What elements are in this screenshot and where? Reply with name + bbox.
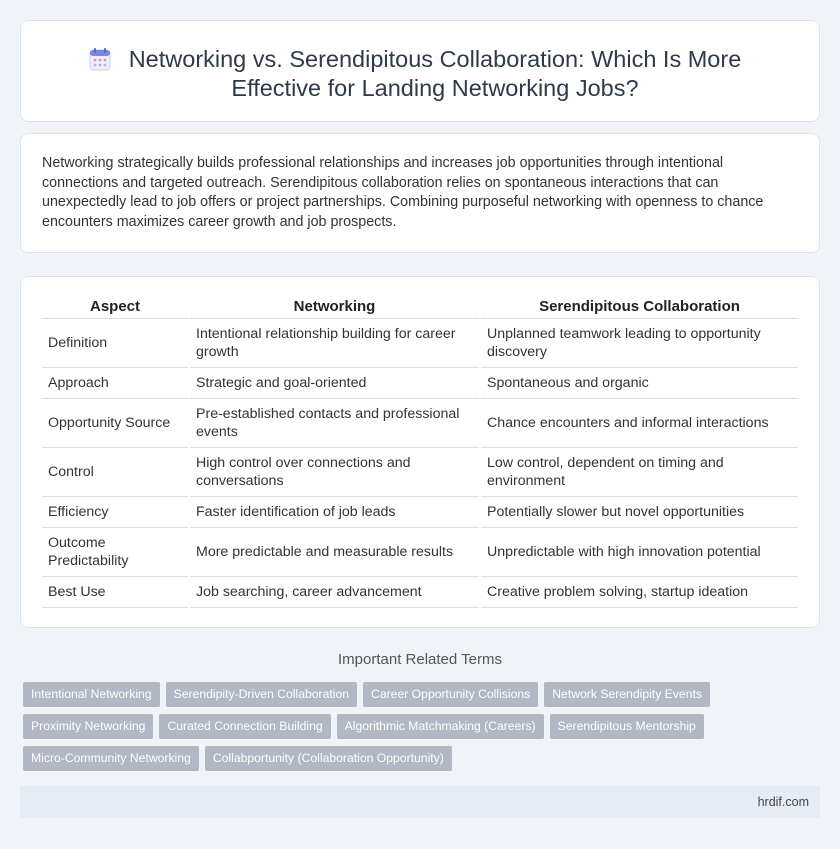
intro-paragraph: Networking strategically builds professional relationships and increases job opportunities through intentional connections and targeted outreach. Serendipitous collaboration relies on spontaneous interactions that can unexpectedly lead to job offers or project partnerships. Combining purposeful networking with openness to chance encounters maximizes career growth and job prospects. [42, 155, 764, 230]
table-cell: Definition [42, 318, 189, 367]
related-term-tag[interactable]: Serendipity-Driven Collaboration [166, 682, 357, 707]
table-row [42, 527, 798, 576]
table-cell: Potentially slower but novel opportunities [480, 496, 798, 527]
related-term-tag[interactable]: Curated Connection Building [159, 714, 330, 739]
page-title: Networking vs. Serendipitous Collaboration: Which Is More Effective for Landing Networking Jobs? [128, 46, 742, 101]
table-row [42, 447, 798, 496]
column-header-networking: Networking [189, 295, 480, 318]
related-term-tag[interactable]: Career Opportunity Collisions [363, 682, 538, 707]
related-term-tag[interactable]: Collabportunity (Collaboration Opportunity) [205, 746, 452, 771]
table-cell: Approach [42, 367, 189, 398]
table-cell: Opportunity Source [42, 398, 189, 447]
related-term-tag[interactable]: Algorithmic Matchmaking (Careers) [337, 714, 544, 739]
column-header-serendipitous: Serendipitous Collaboration [480, 295, 798, 318]
table-cell: Job searching, career advancement [189, 576, 480, 607]
footer-bar [20, 786, 820, 818]
table-row [42, 496, 798, 527]
table-row [42, 398, 798, 447]
related-terms-heading: Important Related Terms [338, 651, 502, 668]
table-cell: Intentional relationship building for career growth [189, 318, 480, 367]
table-cell: Strategic and goal-oriented [189, 367, 480, 398]
related-term-tag[interactable]: Network Serendipity Events [544, 682, 710, 707]
related-term-tag[interactable]: Proximity Networking [23, 714, 153, 739]
footer-site-link[interactable]: hrdif.com [757, 795, 809, 809]
table-row [42, 576, 798, 607]
column-header-aspect: Aspect [42, 295, 189, 318]
table-row [42, 318, 798, 367]
table-cell: More predictable and measurable results [189, 527, 480, 576]
table-cell: Pre-established contacts and professional events [189, 398, 480, 447]
table-cell: High control over connections and conversations [189, 447, 480, 496]
table-cell: Low control, dependent on timing and environment [480, 447, 798, 496]
table-cell: Efficiency [42, 496, 189, 527]
table-cell: Control [42, 447, 189, 496]
related-terms-list [23, 682, 783, 778]
table-cell: Unplanned teamwork leading to opportunity discovery [480, 318, 798, 367]
table-cell: Creative problem solving, startup ideation [480, 576, 798, 607]
table-cell: Outcome Predictability [42, 527, 189, 576]
related-term-tag[interactable]: Intentional Networking [23, 682, 160, 707]
comparison-table [42, 295, 798, 608]
related-term-tag[interactable]: Micro-Community Networking [23, 746, 199, 771]
table-header-row [42, 295, 798, 318]
title-card [20, 20, 820, 122]
intro-card [20, 133, 820, 253]
table-cell: Chance encounters and informal interactions [480, 398, 798, 447]
comparison-card [20, 276, 820, 628]
table-cell: Spontaneous and organic [480, 367, 798, 398]
table-cell: Best Use [42, 576, 189, 607]
table-cell: Unpredictable with high innovation potential [480, 527, 798, 576]
table-row [42, 367, 798, 398]
related-term-tag[interactable]: Serendipitous Mentorship [550, 714, 704, 739]
table-cell: Faster identification of job leads [189, 496, 480, 527]
